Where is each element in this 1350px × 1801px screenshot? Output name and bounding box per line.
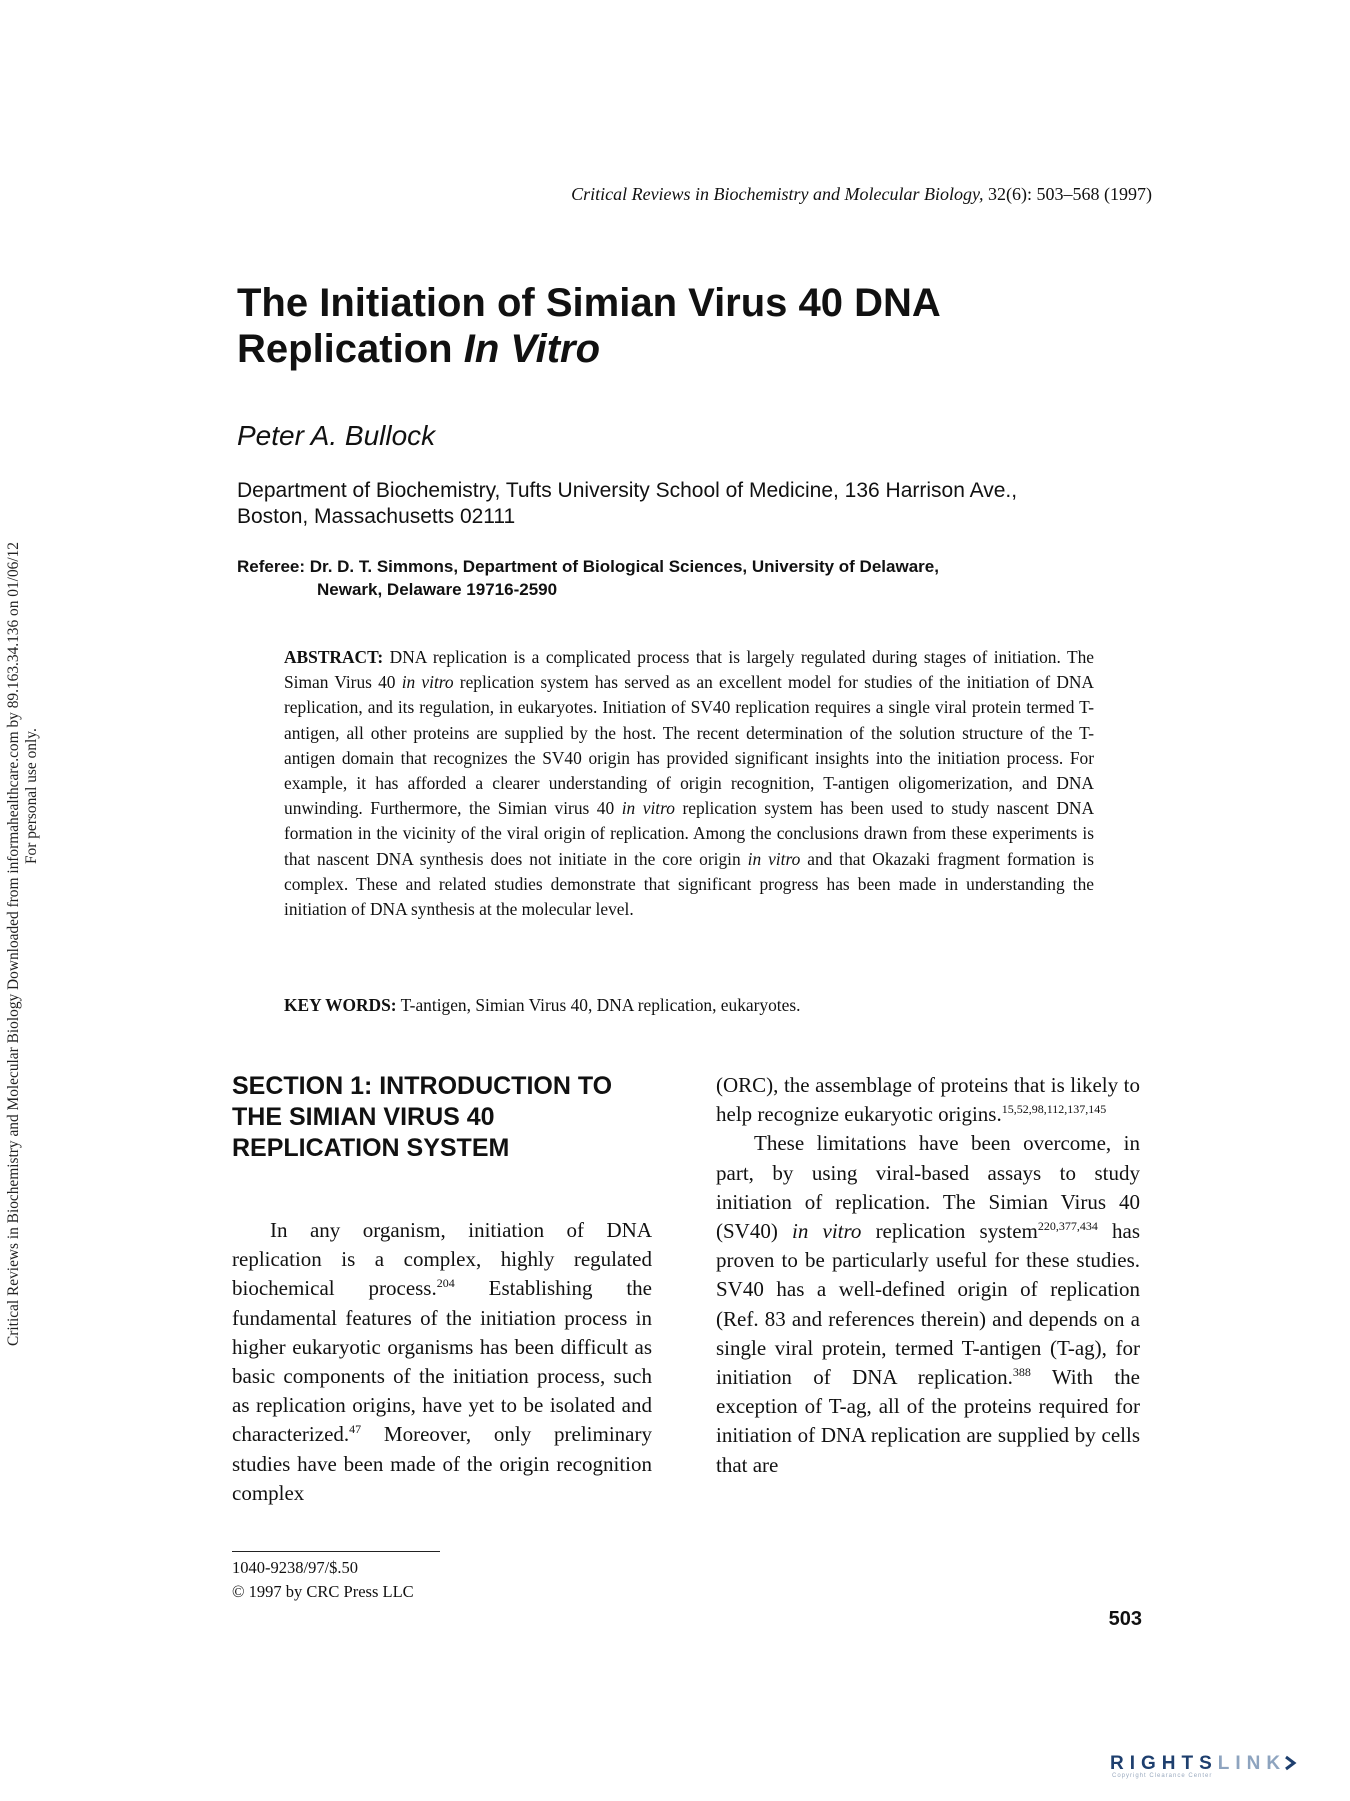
section-heading-line-1: SECTION 1: INTRODUCTION TO bbox=[232, 1072, 613, 1100]
limitations-paragraph bbox=[716, 1129, 1140, 1479]
rightslink-bold: RIGHTS bbox=[1110, 1753, 1218, 1774]
keywords bbox=[284, 995, 1094, 1016]
rightslink-tagline: Copyright Clearance Center bbox=[1112, 1773, 1213, 1779]
article-title bbox=[237, 280, 1097, 372]
rightslink-logo[interactable] bbox=[1110, 1753, 1298, 1779]
reference-388: 388 bbox=[1012, 1365, 1031, 1380]
abstract-italic-3: in vitro bbox=[747, 848, 801, 869]
abstract-text-1: DNA replication is a complicated process that is largely regulated during stages of initiation. The Siman Virus 40 bbox=[284, 647, 1094, 693]
rightslink-arrow-icon bbox=[1282, 1755, 1298, 1771]
intro-text-3: Moreover, only preliminary studies have been made of the origin recognition complex bbox=[232, 1422, 652, 1505]
abstract-italic-1: in vitro bbox=[401, 672, 454, 693]
abstract-italic-2: in vitro bbox=[621, 798, 675, 819]
intro-text-2: Establishing the fundamental features of the initiation process in higher eukaryotic organisms has been difficult as basic components of the initiation process, such as replication origins, have yet to be isolated and characterized. bbox=[232, 1276, 652, 1447]
affiliation-line-2: Boston, Massachusetts 02111 bbox=[237, 505, 516, 528]
intro-text-1: In any organism, initiation of DNA replication is a complex, highly regulated biochemical process. bbox=[232, 1218, 652, 1301]
abstract-label: ABSTRACT: bbox=[284, 647, 384, 667]
section-heading-line-3: REPLICATION SYSTEM bbox=[232, 1134, 510, 1162]
keywords-label: KEY WORDS: bbox=[284, 995, 397, 1015]
journal-citation: 32(6): 503–568 (1997) bbox=[988, 184, 1152, 204]
reference-origins: 15,52,98,112,137,145 bbox=[1001, 1102, 1107, 1117]
section-heading-line-2: THE SIMIAN VIRUS 40 bbox=[232, 1103, 495, 1131]
title-line-1: The Initiation of Simian Virus 40 DNA bbox=[237, 281, 941, 325]
right-column bbox=[716, 1071, 1140, 1480]
referee-line-1: Referee: Dr. D. T. Simmons, Department of Biological Sciences, University of Delaware, bbox=[237, 557, 939, 576]
referee-line-2: Newark, Delaware 19716-2590 bbox=[317, 580, 558, 599]
intro-paragraph bbox=[232, 1216, 652, 1508]
title-line-2-italic: In Vitro bbox=[463, 327, 601, 371]
footnote-code: 1040-9238/97/$.50 bbox=[232, 1558, 359, 1577]
footnote-rule bbox=[232, 1551, 440, 1552]
journal-name: Critical Reviews in Biochemistry and Molecular Biology, bbox=[571, 184, 984, 204]
watermark-line-2: For personal use only. bbox=[23, 728, 40, 864]
reference-204: 204 bbox=[436, 1276, 455, 1291]
abstract bbox=[284, 645, 1094, 922]
footnote-copyright: © 1997 by CRC Press LLC bbox=[232, 1582, 414, 1601]
reference-47: 47 bbox=[349, 1422, 362, 1437]
limitations-text-1: These limitations have been overcome, in part, by using viral-based assays to study initiation of replication. The Simian Virus 40 (SV40) bbox=[716, 1131, 1140, 1244]
reference-sv40-system: 220,377,434 bbox=[1037, 1219, 1098, 1234]
affiliation-line-1: Department of Biochemistry, Tufts University School of Medicine, 136 Harrison Ave., bbox=[237, 479, 1018, 502]
title-line-2 bbox=[237, 326, 1097, 372]
rightslink-light: LINK bbox=[1217, 1753, 1287, 1774]
limitations-text-3: has proven to be particularly useful for these studies. SV40 has a well-defined origin of replication (Ref. 83 and references therein) and depends on a single viral protein, termed T-antigen (T-ag), for initiation of DNA replication. bbox=[716, 1219, 1141, 1390]
referee-info bbox=[237, 555, 1137, 601]
author-affiliation bbox=[237, 478, 1137, 530]
limitations-italic: in vitro bbox=[792, 1219, 862, 1244]
orc-text: (ORC), the assemblage of proteins that is likely to help recognize eukaryotic origins. bbox=[716, 1073, 1140, 1127]
abstract-text-3: replication system has been used to study nascent DNA formation in the vicinity of the viral origin of replication. Among the conclusions drawn from these experiments is that nascent DNA synthesis does not initiate in the core origin bbox=[284, 798, 1094, 869]
download-watermark bbox=[2, 470, 40, 1350]
left-column bbox=[232, 1216, 652, 1508]
abstract-text-2: replication system has served as an excellent model for studies of the initiation of DNA replication, and its regulation, in eukaryotes. Initiation of SV40 replication requires a single viral protein termed T-antigen, all other proteins are supplied by the host. The recent determination of the solution structure of the T-antigen domain that recognizes the SV40 origin has provided significant insights into the initiation process. For example, it has afforded a clearer understanding of origin recognition, T-antigen oligomerization, and DNA unwinding. Furthermore, the Simian virus 40 bbox=[284, 672, 1094, 819]
title-line-2-prefix: Replication bbox=[237, 327, 453, 371]
abstract-text-4: and that Okazaki fragment formation is complex. These and related studies demonstrate that significant progress has been made in understanding the initiation of DNA synthesis at the molecular level. bbox=[284, 848, 1094, 920]
page-number: 503 bbox=[1108, 1608, 1142, 1630]
keywords-text: T-antigen, Simian Virus 40, DNA replication, eukaryotes. bbox=[400, 995, 801, 1015]
watermark-line-1: Critical Reviews in Biochemistry and Molecular Biology Downloaded from informahealthcare.com by 89.163.34.136 on 01/06/12 bbox=[5, 542, 22, 1346]
journal-header bbox=[400, 184, 1152, 205]
author-name: Peter A. Bullock bbox=[237, 420, 436, 451]
orc-paragraph-continued bbox=[716, 1071, 1140, 1129]
section-heading bbox=[232, 1071, 652, 1164]
limitations-text-4: With the exception of T-ag, all of the proteins required for initiation of DNA replication are supplied by cells that are bbox=[716, 1365, 1140, 1477]
limitations-text-2: replication system bbox=[861, 1219, 1038, 1244]
footnote bbox=[232, 1556, 414, 1604]
